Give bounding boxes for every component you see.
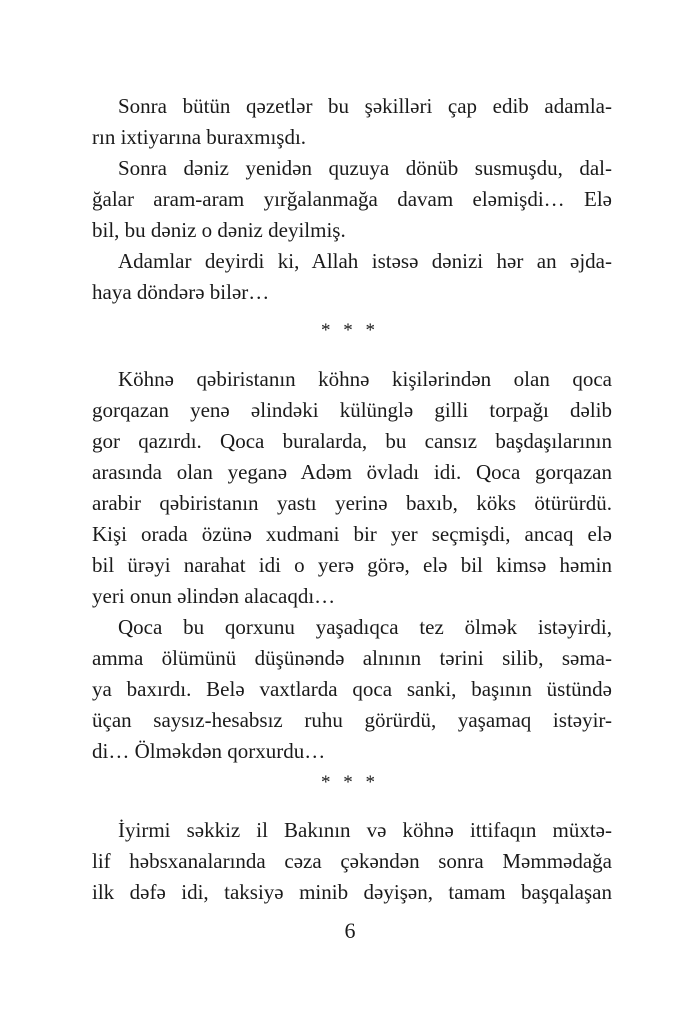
text-line: Sonra dəniz yenidən quzuya dönüb susmuşdu, dal- [118,156,612,180]
section-3 [92,815,612,908]
text-line: arabir qəbiristanın yastı yerinə baxıb, köks ötürürdü. [92,491,612,515]
section-separator: * * * [321,772,379,793]
paragraph [92,815,612,908]
text-line: Sonra bütün qəzetlər bu şəkilləri çap edib adamla- [118,94,612,118]
text-line: ğalar aram-aram yırğalanmağa davam eləmişdi… Elə [92,187,612,211]
text-line: rın ixtiyarına buraxmışdı. [92,125,307,149]
paragraph [92,91,612,153]
paragraph [92,364,612,612]
paragraph [92,246,612,308]
text-line: Adamlar deyirdi ki, Allah istəsə dənizi hər an əjda- [118,249,612,273]
text-line: yeri onun əlindən alacaqdı… [92,584,336,608]
text-line: di… Ölməkdən qorxurdu… [92,739,326,763]
text-line: gorqazan yenə əlindəki külünglə gilli torpağı dəlib [92,398,612,422]
paragraph [92,612,612,767]
text-line: İyirmi səkkiz il Bakının və köhnə ittifaqın müxtə- [118,818,612,842]
text-line: Qoca bu qorxunu yaşadıqca tez ölmək istəyirdi, [118,615,612,639]
text-line: amma ölümünü düşünəndə alnının tərini silib, səma- [92,646,612,670]
text-line: ya baxırdı. Belə vaxtlarda qoca sanki, başının üstündə [92,677,612,701]
section-2 [92,364,612,767]
text-line: arasında olan yeganə Adəm övladı idi. Qoca gorqazan [92,460,612,484]
text-line: bil, bu dəniz o dəniz deyilmiş. [92,218,346,242]
paragraph [92,153,612,246]
section-1 [92,91,612,308]
page-number: 6 [344,918,356,943]
text-line: gor qazırdı. Qoca buralarda, bu cansız başdaşılarının [92,429,612,453]
text-line: ilk dəfə idi, taksiyə minib dəyişən, tamam başqalaşan [92,880,612,904]
text-line: Köhnə qəbiristanın köhnə kişilərindən olan qoca [118,367,612,391]
text-line: üçan saysız-hesabsız ruhu görürdü, yaşamaq istəyir- [92,708,612,732]
section-separator: * * * [321,320,379,341]
text-line: haya döndərə bilər… [92,280,270,304]
text-line: Kişi orada özünə xudmani bir yer seçmişdi, ancaq elə [92,522,612,546]
text-line: bil ürəyi narahat idi o yerə görə, elə bil kimsə həmin [92,553,612,577]
text-line: lif həbsxanalarında cəza çəkəndən sonra Məmmədağa [92,849,612,873]
